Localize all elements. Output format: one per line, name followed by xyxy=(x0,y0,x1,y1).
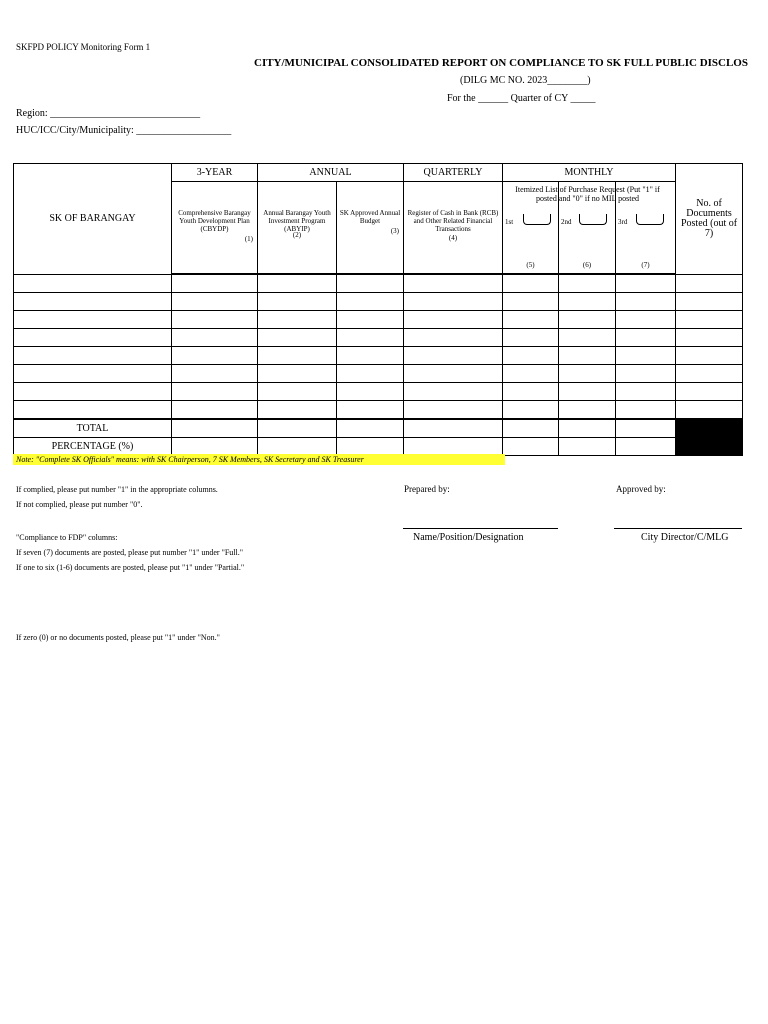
table-cell[interactable] xyxy=(676,274,743,293)
month-1st-label: 1st xyxy=(505,218,514,226)
table-cell[interactable] xyxy=(676,383,743,401)
table-cell[interactable] xyxy=(404,365,503,383)
prepared-by-label: Prepared by: xyxy=(404,484,450,494)
total-label: TOTAL xyxy=(14,419,172,438)
report-subtitle: (DILG MC NO. 2023________) xyxy=(460,75,591,86)
table-cell[interactable] xyxy=(258,438,337,456)
table-cell[interactable] xyxy=(676,401,743,420)
table-cell[interactable] xyxy=(503,293,559,311)
form-id: SKFPD POLICY Monitoring Form 1 xyxy=(16,42,151,52)
table-cell[interactable] xyxy=(676,365,743,383)
table-cell[interactable] xyxy=(559,401,616,420)
compliance-table xyxy=(13,163,743,456)
table-cell[interactable] xyxy=(337,419,404,438)
barangay-name-cell[interactable] xyxy=(14,311,172,329)
table-cell[interactable] xyxy=(172,419,258,438)
month-3rd-num: (7) xyxy=(641,261,650,269)
table-cell[interactable] xyxy=(172,329,258,347)
month-3rd-header xyxy=(616,182,676,275)
table-cell[interactable] xyxy=(503,401,559,420)
approved-by-label: Approved by: xyxy=(616,484,666,494)
table-cell[interactable] xyxy=(616,329,676,347)
table-cell[interactable] xyxy=(676,347,743,365)
barangay-name-cell[interactable] xyxy=(14,347,172,365)
doc-abyip-label: Annual Barangay Youth Investment Program (ABYIP) xyxy=(263,209,331,233)
doc-rcb-label: Register of Cash in Bank (RCB) and Other Related Financial Transactions xyxy=(407,209,499,233)
table-cell[interactable] xyxy=(258,347,337,365)
table-cell[interactable] xyxy=(676,293,743,311)
table-cell[interactable] xyxy=(503,274,559,293)
doc-cbydp-header xyxy=(172,182,258,275)
month-3rd-label: 3rd xyxy=(618,218,628,226)
table-cell[interactable] xyxy=(559,419,616,438)
table-cell[interactable] xyxy=(337,347,404,365)
table-cell[interactable] xyxy=(559,347,616,365)
month-3rd-blank xyxy=(636,214,664,225)
instruction-partial: If one to six (1-6) documents are posted, please put "1" under "Partial." xyxy=(16,563,245,572)
report-title: CITY/MUNICIPAL CONSOLIDATED REPORT ON COMPLIANCE TO SK FULL PUBLIC DISCLOS xyxy=(254,57,748,69)
city-director-label: City Director/C/MLG xyxy=(641,532,729,543)
huc-field: HUC/ICC/City/Municipality: ___________________ xyxy=(16,125,232,136)
table-row xyxy=(14,365,743,383)
table-cell[interactable] xyxy=(404,401,503,420)
barangay-name-cell[interactable] xyxy=(14,329,172,347)
table-cell[interactable] xyxy=(559,438,616,456)
name-position-label: Name/Position/Designation xyxy=(413,532,524,543)
purchase-request-label: Itemized List of Purchase Request (Put "1" if posted and "0" if no MIL posted xyxy=(515,185,660,203)
table-cell[interactable] xyxy=(337,383,404,401)
table-row xyxy=(14,293,743,311)
table-cell[interactable] xyxy=(503,329,559,347)
table-cell[interactable] xyxy=(337,293,404,311)
table-cell[interactable] xyxy=(172,347,258,365)
table-cell[interactable] xyxy=(616,347,676,365)
category-monthly: MONTHLY xyxy=(503,164,676,182)
table-cell[interactable] xyxy=(616,438,676,456)
month-1st-blank xyxy=(523,214,551,225)
doc-cbydp-num: (1) xyxy=(244,235,253,243)
category-annual: ANNUAL xyxy=(258,164,404,182)
table-cell[interactable] xyxy=(258,293,337,311)
table-cell[interactable] xyxy=(559,311,616,329)
table-cell[interactable] xyxy=(172,274,258,293)
table-cell[interactable] xyxy=(616,365,676,383)
table-cell[interactable] xyxy=(676,329,743,347)
month-1st-num: (5) xyxy=(526,261,535,269)
table-cell[interactable] xyxy=(559,293,616,311)
barangay-name-cell[interactable] xyxy=(14,365,172,383)
doc-budget-num: (3) xyxy=(390,227,399,235)
table-cell[interactable] xyxy=(337,274,404,293)
instruction-full: If seven (7) documents are posted, please put number "1" under "Full." xyxy=(16,548,244,557)
table-cell[interactable] xyxy=(616,311,676,329)
table-cell[interactable] xyxy=(616,383,676,401)
table-cell[interactable] xyxy=(616,419,676,438)
table-cell[interactable] xyxy=(172,383,258,401)
table-cell[interactable] xyxy=(503,311,559,329)
table-cell[interactable] xyxy=(404,311,503,329)
table-cell[interactable] xyxy=(404,419,503,438)
month-2nd-label: 2nd xyxy=(561,218,572,226)
prepared-signature-line xyxy=(403,528,558,529)
table-cell[interactable] xyxy=(337,401,404,420)
barangay-name-cell[interactable] xyxy=(14,274,172,293)
documents-posted-header: No. of Documents Posted (out of 7) xyxy=(676,164,743,275)
table-cell[interactable] xyxy=(616,293,676,311)
approved-signature-line xyxy=(614,528,742,529)
table-cell[interactable] xyxy=(404,329,503,347)
table-cell[interactable] xyxy=(404,438,503,456)
region-field: Region: ______________________________ xyxy=(16,108,201,119)
table-cell[interactable] xyxy=(258,311,337,329)
table-cell[interactable] xyxy=(559,365,616,383)
table-cell[interactable] xyxy=(404,347,503,365)
table-cell[interactable] xyxy=(616,401,676,420)
category-three-year: 3-YEAR xyxy=(172,164,258,182)
table-cell[interactable] xyxy=(559,383,616,401)
officials-note: Note: "Complete SK Officials" means: with SK Chairperson, 7 SK Members, SK Secretary and SK Treasurer xyxy=(13,454,505,465)
table-cell[interactable] xyxy=(404,383,503,401)
table-row xyxy=(14,347,743,365)
instruction-fdp-header: "Compliance to FDP" columns: xyxy=(16,533,118,542)
table-cell[interactable] xyxy=(172,311,258,329)
category-quarterly: QUARTERLY xyxy=(404,164,503,182)
table-row xyxy=(14,311,743,329)
table-cell[interactable] xyxy=(258,274,337,293)
doc-cbydp-label: Comprehensive Barangay Youth Development Plan (CBYDP) xyxy=(178,209,251,233)
table-cell[interactable] xyxy=(258,365,337,383)
instruction-not-complied: If not complied, please put number "0". xyxy=(16,500,143,509)
sk-barangay-header: SK OF BARANGAY xyxy=(14,164,172,275)
table-cell[interactable] xyxy=(172,438,258,456)
table-cell[interactable] xyxy=(258,383,337,401)
table-cell[interactable] xyxy=(172,401,258,420)
table-cell[interactable] xyxy=(503,365,559,383)
doc-rcb-num: (4) xyxy=(448,234,458,242)
barangay-name-cell[interactable] xyxy=(14,401,172,420)
barangay-name-cell[interactable] xyxy=(14,383,172,401)
table-cell[interactable] xyxy=(258,419,337,438)
table-cell[interactable] xyxy=(616,274,676,293)
doc-abyip-header xyxy=(258,182,337,275)
table-cell[interactable] xyxy=(337,438,404,456)
table-cell[interactable] xyxy=(337,311,404,329)
table-cell[interactable] xyxy=(172,293,258,311)
table-cell[interactable] xyxy=(503,383,559,401)
percentage-label: PERCENTAGE (%) xyxy=(14,438,172,456)
table-cell[interactable] xyxy=(676,311,743,329)
table-body xyxy=(14,274,743,419)
table-row xyxy=(14,383,743,401)
table-cell[interactable] xyxy=(503,347,559,365)
instruction-complied: If complied, please put number "1" in the appropriate columns. xyxy=(16,485,218,494)
table-cell[interactable] xyxy=(559,274,616,293)
table-row xyxy=(14,401,743,420)
blacked-out-cell xyxy=(676,419,743,456)
month-2nd-blank xyxy=(579,214,607,225)
month-2nd-num: (6) xyxy=(582,261,592,269)
table-cell[interactable] xyxy=(337,329,404,347)
table-cell[interactable] xyxy=(258,401,337,420)
doc-rcb-header xyxy=(404,182,503,275)
doc-abyip-num: (2) xyxy=(292,231,302,239)
table-row xyxy=(14,329,743,347)
table-cell[interactable] xyxy=(503,419,559,438)
instruction-non: If zero (0) or no documents posted, please put "1" under "Non." xyxy=(16,633,220,642)
table-cell[interactable] xyxy=(337,365,404,383)
table-cell[interactable] xyxy=(258,329,337,347)
quarter-line: For the ______ Quarter of CY _____ xyxy=(447,93,596,104)
month-2nd-header xyxy=(559,182,616,275)
table-cell[interactable] xyxy=(559,329,616,347)
doc-budget-header xyxy=(337,182,404,275)
barangay-name-cell[interactable] xyxy=(14,293,172,311)
table-cell[interactable] xyxy=(404,274,503,293)
doc-budget-label: SK Approved Annual Budget xyxy=(339,209,401,225)
table-cell[interactable] xyxy=(503,438,559,456)
table-cell[interactable] xyxy=(404,293,503,311)
table-row xyxy=(14,274,743,293)
table-cell[interactable] xyxy=(172,365,258,383)
